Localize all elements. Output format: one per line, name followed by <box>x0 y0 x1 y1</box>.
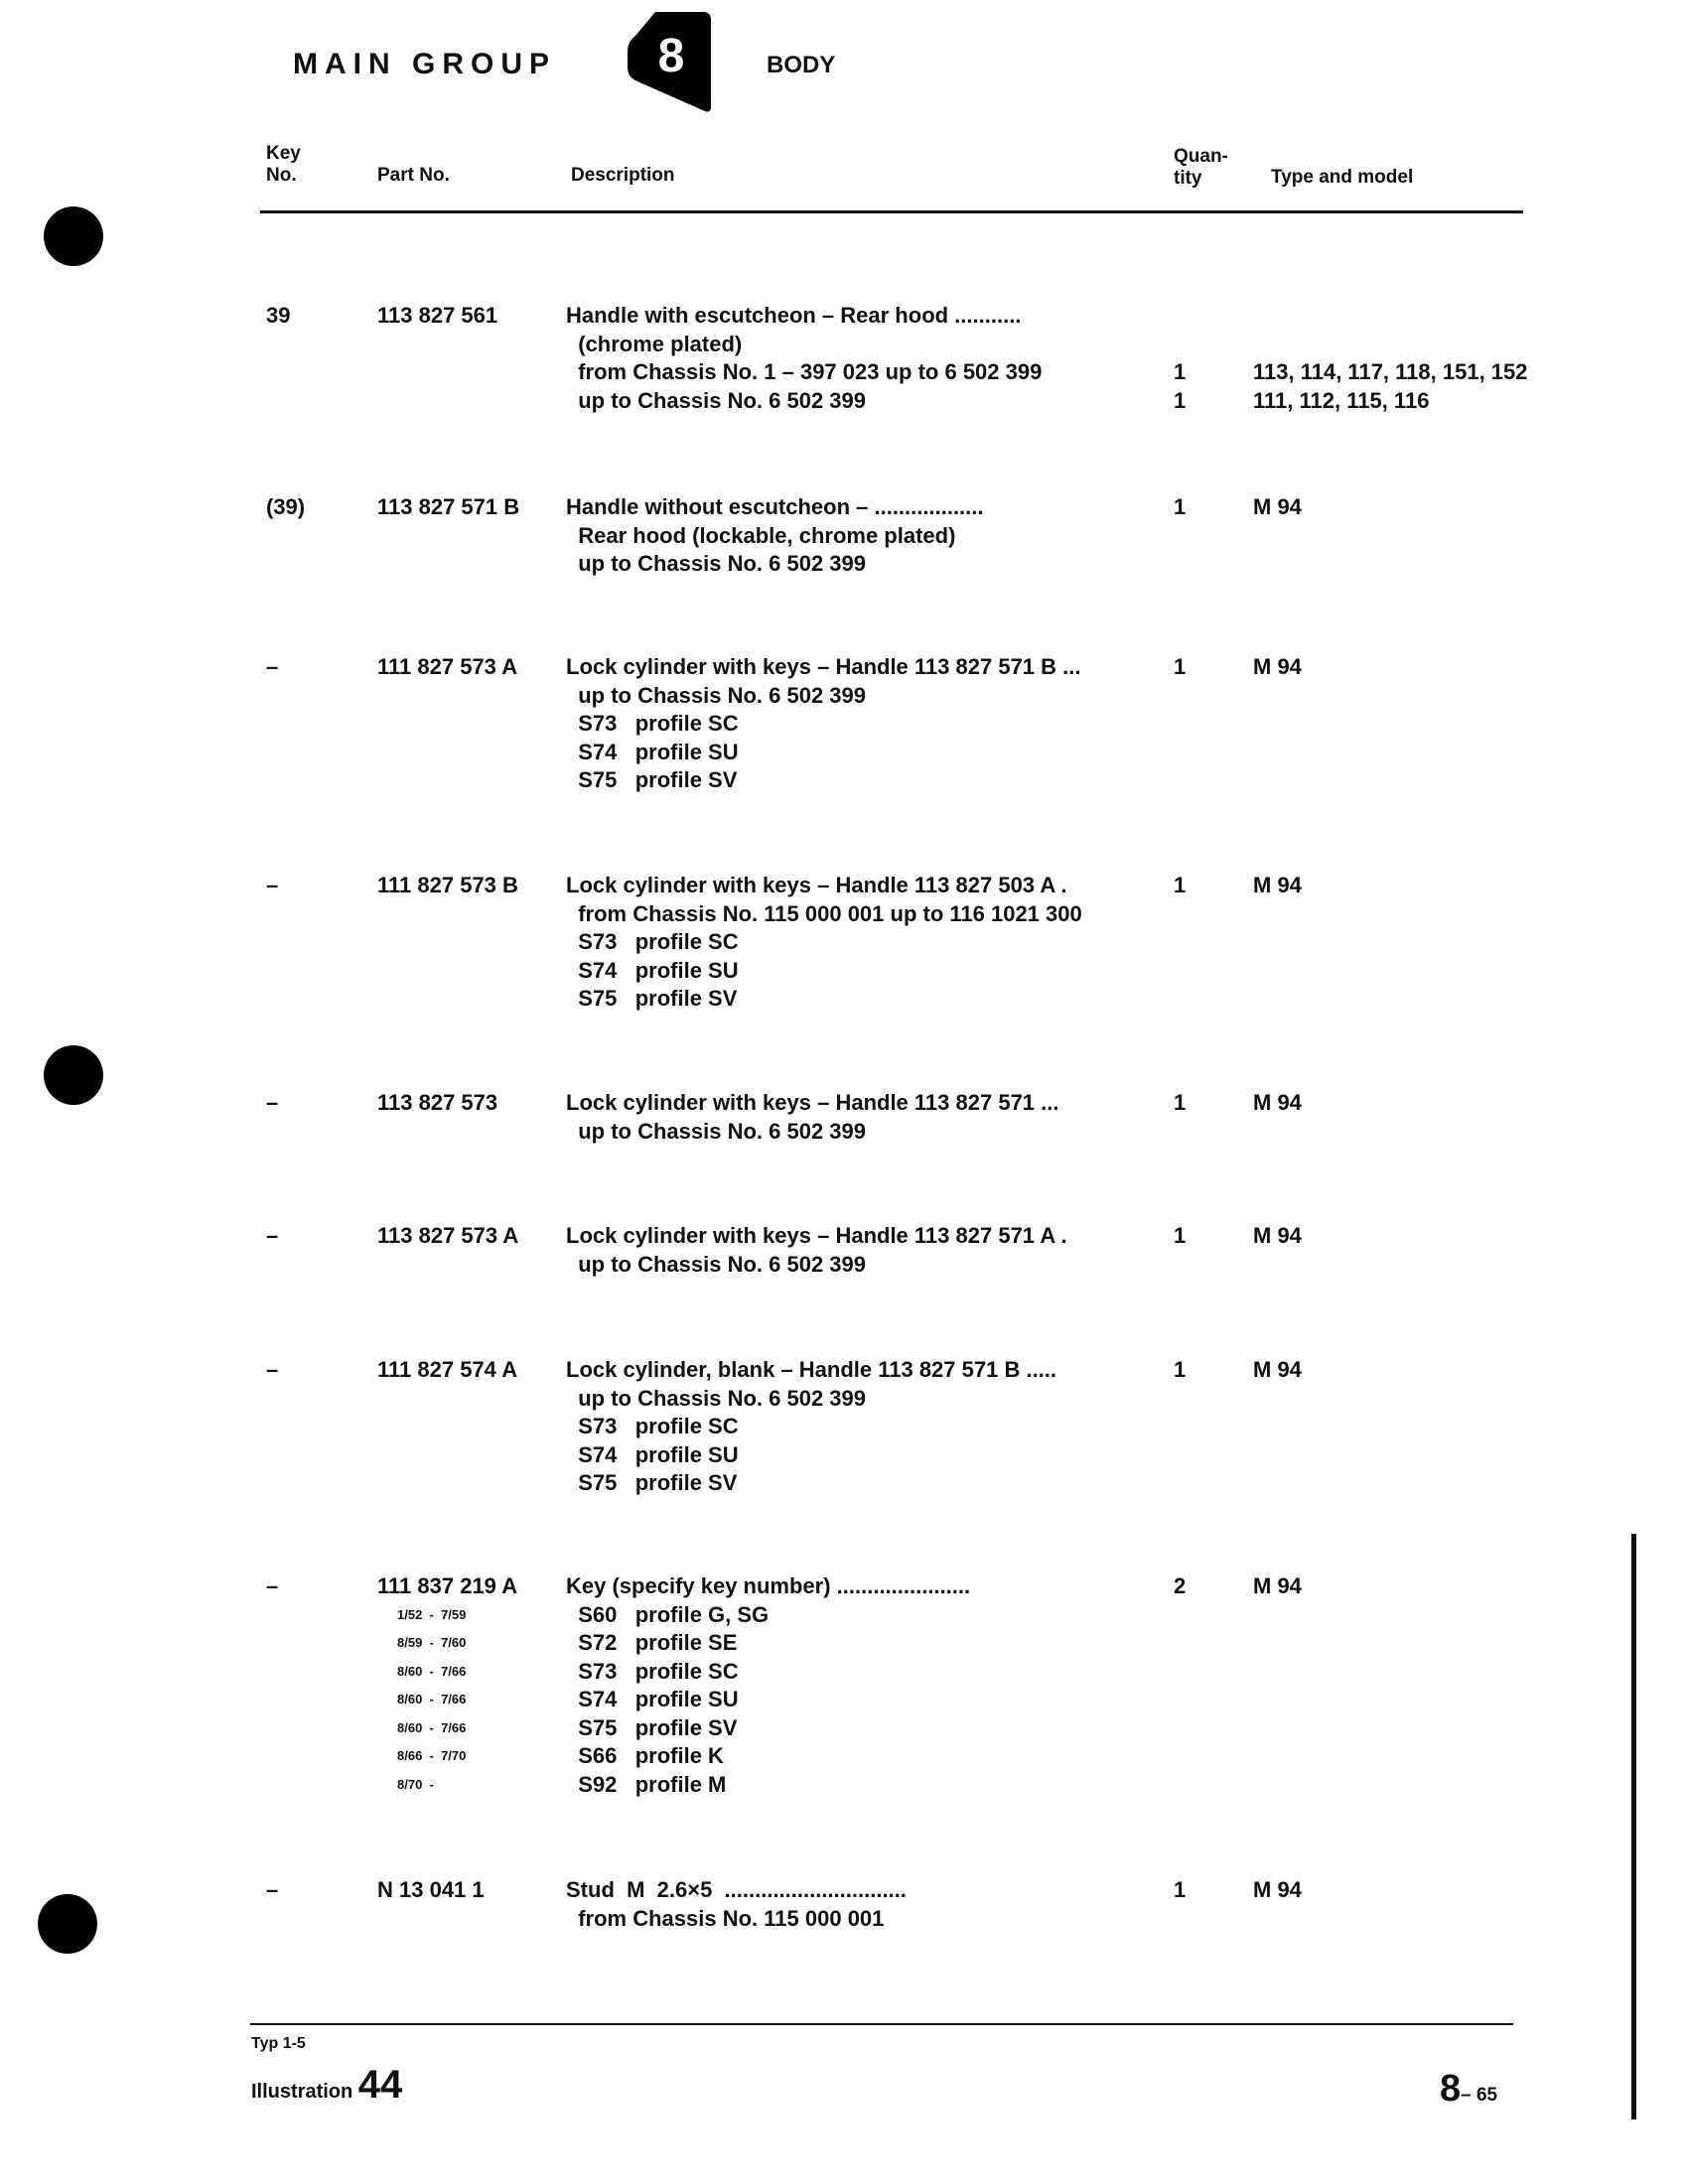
col-key-no <box>266 143 301 187</box>
row-part-no: 113 827 573 <box>377 1090 498 1115</box>
row-type-model: M 94 <box>1253 873 1302 897</box>
footer-typ: Typ 1-5 <box>251 2035 306 2052</box>
row-key-no: – <box>266 1877 279 1902</box>
row-quantity: 1 <box>1174 494 1187 519</box>
illustration-number: 44 <box>357 2063 403 2107</box>
row-type-model: 113, 114, 117, 118, 151, 152 <box>1253 359 1528 384</box>
row-part-no: 113 827 561 <box>377 303 498 328</box>
row-description-line: from Chassis No. 115 000 001 up to 116 1021 300 <box>566 900 1082 926</box>
row-quantity: 1 <box>1174 873 1187 897</box>
row-description-line: from Chassis No. 1 – 397 023 up to 6 502 399 <box>566 359 1043 384</box>
main-group-title: MAIN GROUP <box>293 48 556 80</box>
group-number: 8 <box>657 30 685 82</box>
row-description-line: S75 profile SV <box>566 1470 738 1495</box>
row-description-line: S74 profile SU <box>566 1441 739 1467</box>
row-quantity: 2 <box>1174 1573 1187 1598</box>
row-description-line: up to Chassis No. 6 502 399 <box>566 387 867 413</box>
row-quantity: 1 <box>1174 1877 1187 1902</box>
row-description-line: Stud M 2.6×5 .............................. <box>566 1877 907 1902</box>
row-key-no: – <box>266 1223 279 1248</box>
col-quantity <box>1174 146 1228 190</box>
group-title: BODY <box>767 52 836 78</box>
row-description-line: Lock cylinder with keys – Handle 113 827 571 B ... <box>566 654 1081 679</box>
row-part-no: 111 827 573 B <box>377 873 518 897</box>
row-description-line: up to Chassis No. 6 502 399 <box>566 551 867 576</box>
row-description-line: S73 profile SC <box>566 1658 739 1684</box>
row-description-line: S92 profile M <box>566 1771 727 1797</box>
row-description-line: S75 profile SV <box>566 986 738 1011</box>
col-key-line1: Key <box>266 143 301 164</box>
row-description-line: S73 profile SC <box>566 711 739 736</box>
row-description-line: S60 profile G, SG <box>566 1601 770 1627</box>
row-part-no: N 13 041 1 <box>377 1877 485 1902</box>
row-quantity: 1 <box>1174 1357 1187 1382</box>
row-description-line: Handle with escutcheon – Rear hood ........... <box>566 303 1022 328</box>
footer-rule <box>250 2023 1513 2025</box>
row-type-model: M 94 <box>1253 654 1302 679</box>
row-description-line: S74 profile SU <box>566 957 739 983</box>
punch-hole <box>44 206 103 266</box>
row-quantity: 1 <box>1174 359 1187 384</box>
page-number-sub: – 65 <box>1461 2085 1498 2106</box>
row-key-no: – <box>266 1573 279 1598</box>
row-type-model: 111, 112, 115, 116 <box>1253 387 1430 413</box>
row-part-no: 111 827 574 A <box>377 1357 518 1382</box>
row-description-line: Lock cylinder with keys – Handle 113 827 571 A . <box>566 1223 1067 1248</box>
row-description-line: S73 profile SC <box>566 929 739 954</box>
col-qty-line1: Quan- <box>1174 146 1228 167</box>
row-description-line: S75 profile SV <box>566 1714 738 1740</box>
page-number-main: 8 <box>1440 2068 1462 2110</box>
row-key-no: – <box>266 1090 279 1115</box>
row-description-line: S75 profile SV <box>566 767 738 792</box>
row-part-no: 111 827 573 A <box>377 654 518 679</box>
row-part-no: 111 837 219 A <box>377 1573 518 1598</box>
punch-hole <box>38 1894 97 1954</box>
row-description-line: S74 profile SU <box>566 1687 739 1711</box>
row-date-range: 8/60 - 7/66 <box>397 1692 467 1706</box>
row-description-line: S72 profile SE <box>566 1630 738 1655</box>
row-date-range: 1/52 - 7/59 <box>397 1606 467 1622</box>
row-description-line: S74 profile SU <box>566 739 739 764</box>
punch-hole <box>44 1045 103 1105</box>
col-qty-line2: tity <box>1174 168 1202 189</box>
col-type-model: Type and model <box>1271 167 1414 188</box>
row-description-line: Handle without escutcheon – .................. <box>566 494 984 519</box>
page-number <box>1440 2068 1497 2111</box>
row-date-range: 8/70 - <box>397 1776 434 1792</box>
row-quantity: 1 <box>1174 654 1187 679</box>
row-description-line: up to Chassis No. 6 502 399 <box>566 1251 867 1277</box>
row-description-line: S73 profile SC <box>566 1414 739 1438</box>
row-key-no: (39) <box>266 494 306 519</box>
row-key-no: – <box>266 1357 279 1382</box>
row-date-range: 8/60 - 7/66 <box>397 1663 467 1679</box>
footer-illustration <box>251 2063 402 2108</box>
row-quantity: 1 <box>1174 387 1187 413</box>
row-date-range: 8/59 - 7/60 <box>397 1635 467 1650</box>
col-description: Description <box>571 165 675 186</box>
row-type-model: M 94 <box>1253 1877 1302 1902</box>
row-type-model: M 94 <box>1253 494 1302 519</box>
row-date-range: 8/66 - 7/70 <box>397 1748 467 1763</box>
row-part-no: 113 827 573 A <box>377 1223 519 1248</box>
row-type-model: M 94 <box>1253 1357 1302 1382</box>
row-quantity: 1 <box>1174 1223 1187 1248</box>
row-description-line: up to Chassis No. 6 502 399 <box>566 1385 867 1411</box>
row-key-no: – <box>266 654 279 679</box>
row-description-line: up to Chassis No. 6 502 399 <box>566 1118 867 1144</box>
row-description-line: Lock cylinder, blank – Handle 113 827 571 B ..... <box>566 1357 1057 1382</box>
row-description-line: Key (specify key number) ...................... <box>566 1573 971 1598</box>
row-description-line: Rear hood (lockable, chrome plated) <box>566 522 956 548</box>
row-description-line: Lock cylinder with keys – Handle 113 827 503 A . <box>566 873 1067 897</box>
row-description-line: Lock cylinder with keys – Handle 113 827 571 ... <box>566 1090 1059 1115</box>
row-key-no: 39 <box>266 303 291 328</box>
illustration-label: Illustration <box>251 2081 353 2103</box>
row-type-model: M 94 <box>1253 1223 1302 1248</box>
col-key-line2: No. <box>266 165 297 186</box>
row-description-line: from Chassis No. 115 000 001 <box>566 1905 885 1931</box>
header-rule <box>260 210 1523 213</box>
binder-edge-line <box>1631 1534 1636 2119</box>
col-part-no: Part No. <box>377 165 450 186</box>
row-key-no: – <box>266 873 279 897</box>
row-description-line: up to Chassis No. 6 502 399 <box>566 682 867 708</box>
row-description-line: S66 profile K <box>566 1743 724 1768</box>
row-part-no: 113 827 571 B <box>377 494 520 519</box>
row-type-model: M 94 <box>1253 1090 1302 1115</box>
group-number-badge <box>626 8 713 115</box>
row-date-range: 8/60 - 7/66 <box>397 1719 467 1735</box>
row-quantity: 1 <box>1174 1090 1187 1115</box>
row-description-line: (chrome plated) <box>566 331 743 356</box>
row-type-model: M 94 <box>1253 1573 1302 1598</box>
